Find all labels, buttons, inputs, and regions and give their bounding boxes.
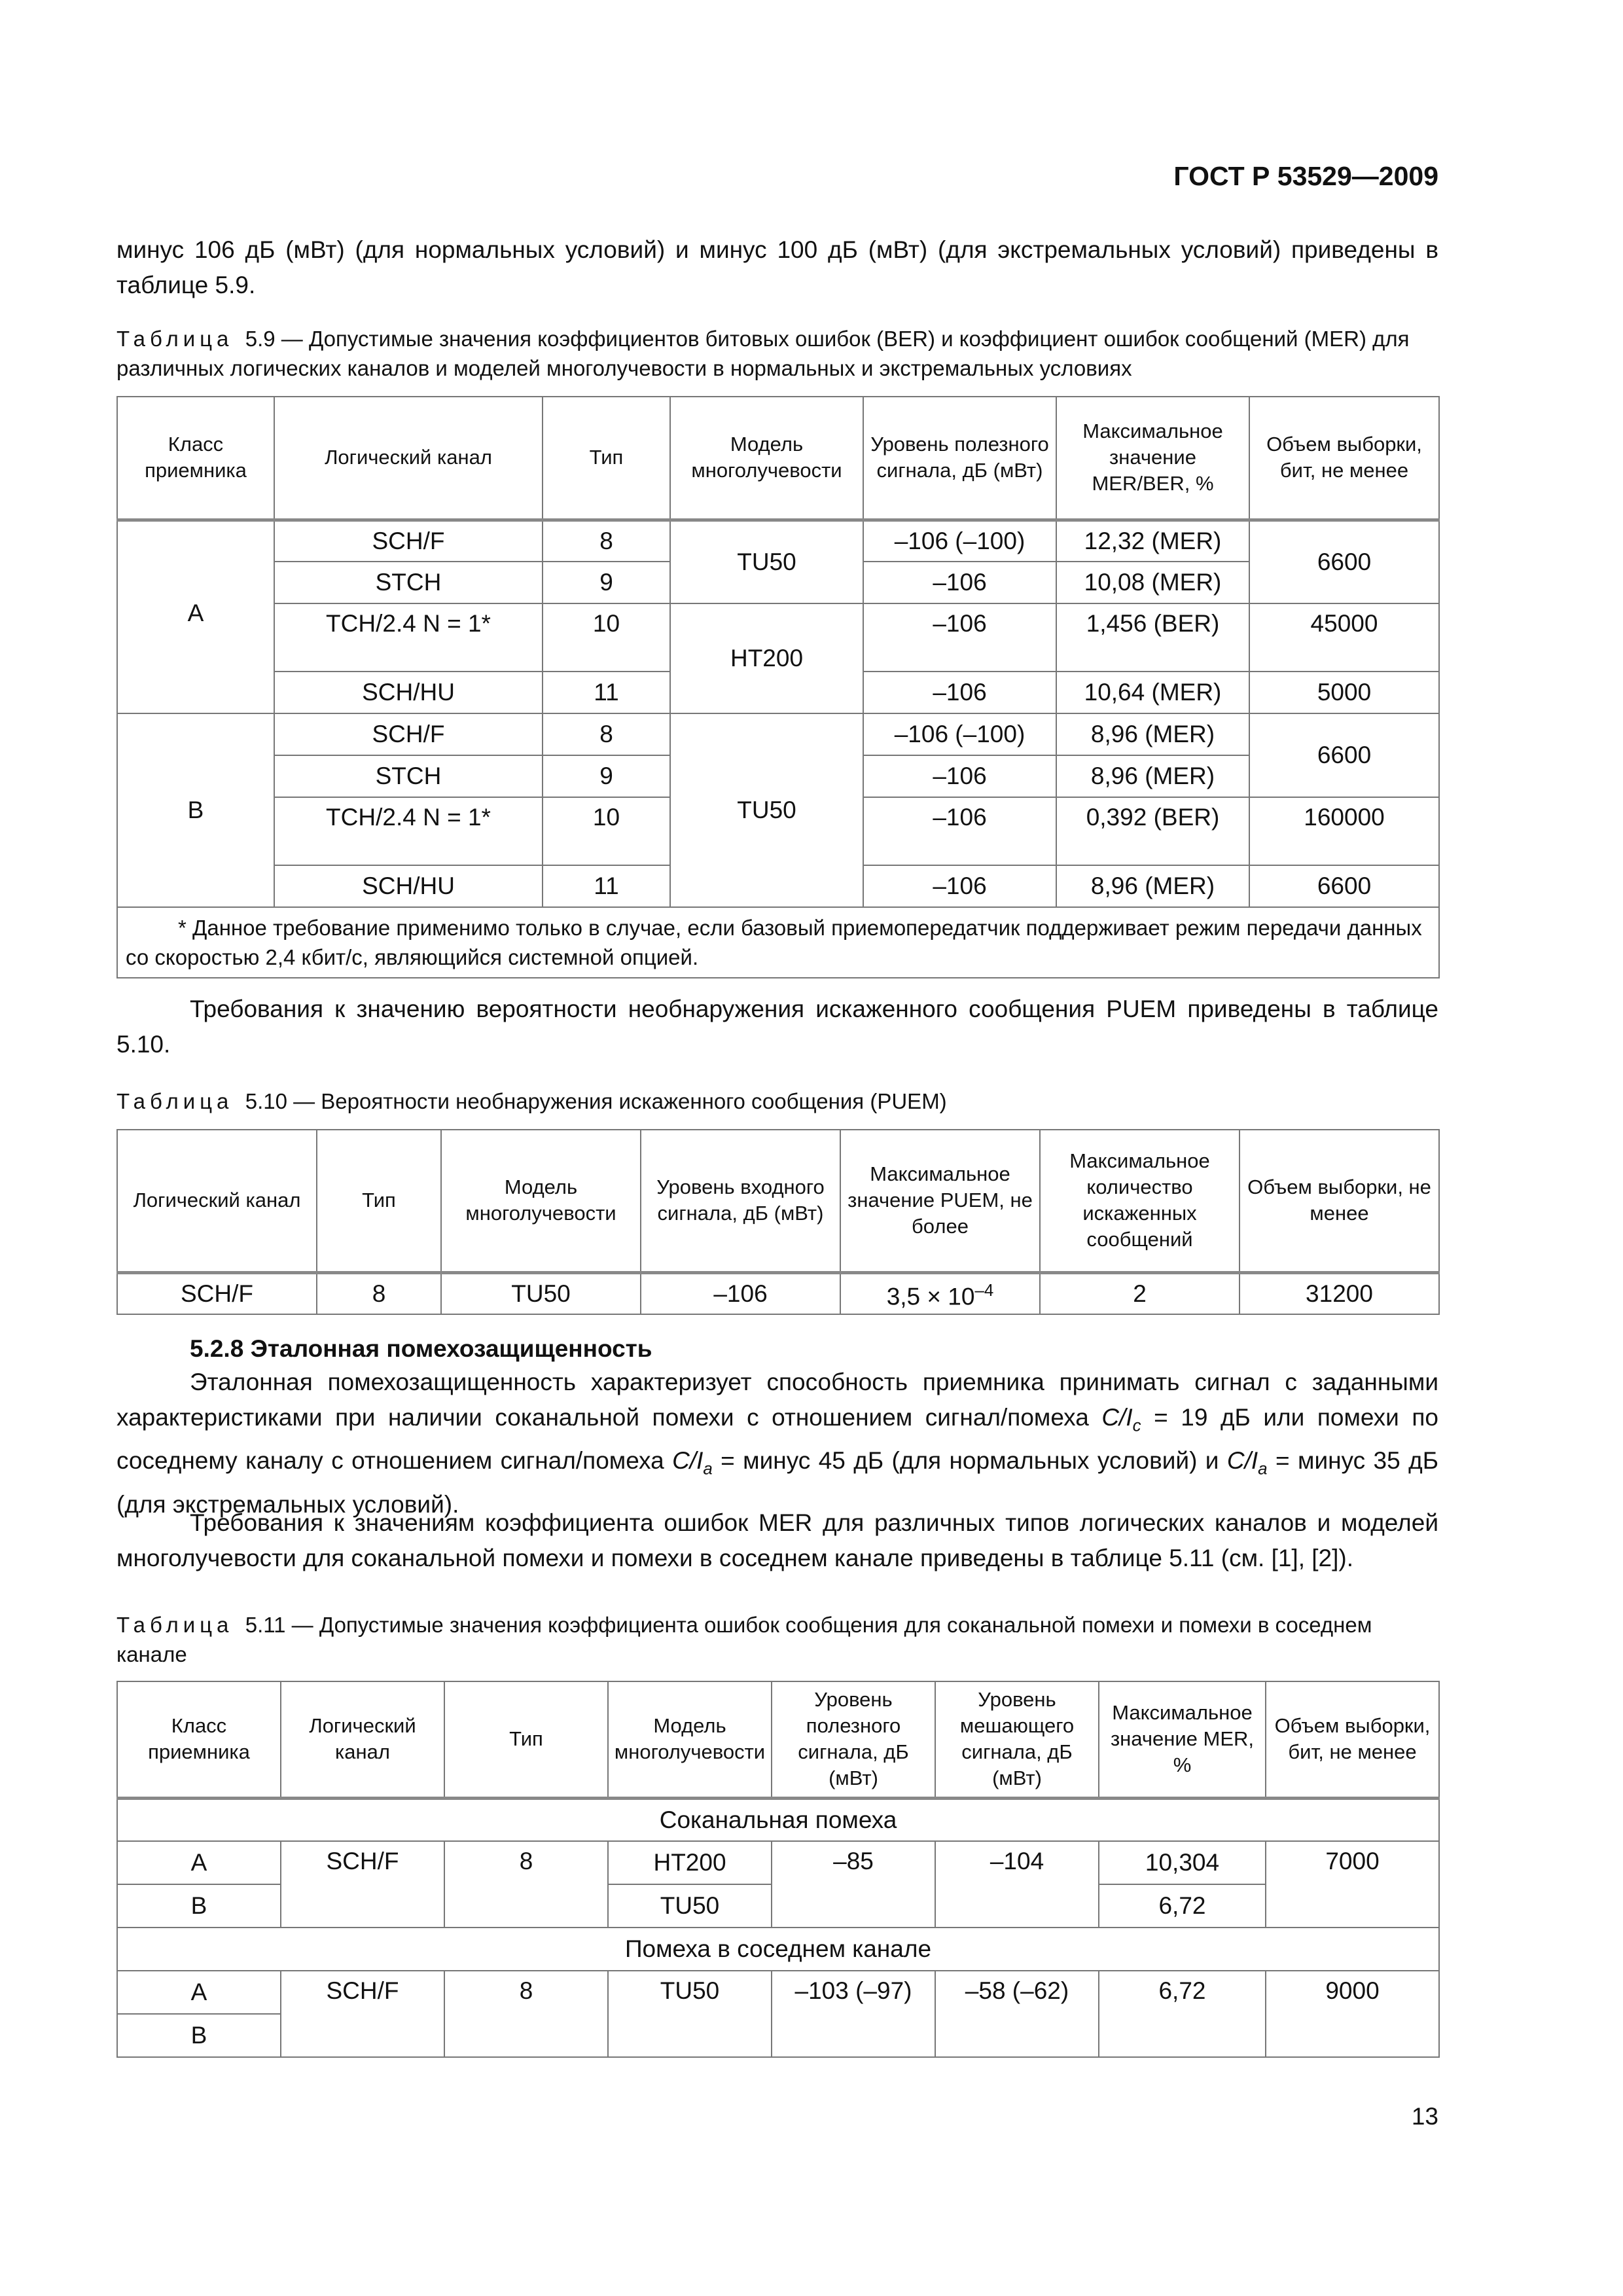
sample-cell: 6600 xyxy=(1249,713,1439,797)
table-5-10-caption xyxy=(116,1086,1438,1116)
count-cell: 2 xyxy=(1040,1272,1240,1314)
ratio-subscript: a xyxy=(703,1460,713,1479)
model-cell: TU50 xyxy=(608,1971,772,2057)
type-cell: 10 xyxy=(543,603,670,672)
ratio-ci xyxy=(1101,1404,1141,1435)
header-cell: Модель многолучевости xyxy=(441,1130,641,1272)
header-cell: Класс приемника xyxy=(117,397,274,520)
level-cell: –103 (–97) xyxy=(772,1971,935,2057)
header-cell: Уровень полезного сигнала, дБ (мВт) xyxy=(863,397,1056,520)
table-row xyxy=(117,713,1439,755)
table-footnote-row xyxy=(117,907,1439,978)
header-cell: Логический канал xyxy=(274,397,543,520)
header-cell: Модель многолучевости xyxy=(670,397,863,520)
ratio-symbol: C/I xyxy=(1226,1447,1258,1475)
page-number: 13 xyxy=(1411,2103,1438,2130)
puem-cell xyxy=(840,1272,1040,1314)
table-header-row xyxy=(117,1130,1439,1272)
text-run: Эталонная помехозащищенность характеризует способность приемника принимать сигнал с заданными характеристиками при наличии соканальной помехи с отношением сигнал/помеха xyxy=(116,1369,1438,1431)
channel-cell: TCH/2.4 N = 1* xyxy=(274,603,543,672)
channel-cell: SCH/F xyxy=(117,1272,317,1314)
max-cell: 8,96 (MER) xyxy=(1056,865,1249,907)
level-cell: –106 xyxy=(863,865,1056,907)
class-cell: B xyxy=(117,1884,281,1928)
table-row xyxy=(117,603,1439,672)
table-5-10 xyxy=(116,1129,1440,1315)
table-row xyxy=(117,1841,1439,1884)
max-cell: 1,456 (BER) xyxy=(1056,603,1249,672)
header-cell: Логический канал xyxy=(281,1681,444,1798)
caption-label: Таблица xyxy=(116,1613,234,1637)
table-row xyxy=(117,1971,1439,2014)
header-cell: Уровень полезного сигнала, дБ (мВт) xyxy=(772,1681,935,1798)
sample-cell: 9000 xyxy=(1266,1971,1439,2057)
table-row xyxy=(117,520,1439,562)
max-cell: 8,96 (MER) xyxy=(1056,755,1249,797)
header-cell: Объем выборки, бит, не менее xyxy=(1249,397,1439,520)
section-row xyxy=(117,1928,1439,1971)
model-cell: TU50 xyxy=(608,1884,772,1928)
text-run: = минус 45 дБ (для нормальных условий) и xyxy=(712,1447,1227,1475)
puem-paragraph: Требования к значению вероятности необнаружения искаженного сообщения PUEM приведены в таблице 5.10. xyxy=(116,996,1438,1058)
ratio-symbol: C/I xyxy=(1101,1404,1133,1431)
class-cell: A xyxy=(117,520,274,713)
text-run: = минус 35 дБ (для экстремальных условий). xyxy=(116,1447,1438,1518)
document-header: ГОСТ Р 53529—2009 xyxy=(1173,161,1438,191)
table-5-11 xyxy=(116,1681,1440,2058)
level-cell: –106 xyxy=(863,755,1056,797)
type-cell: 11 xyxy=(543,672,670,713)
sample-cell: 160000 xyxy=(1249,797,1439,865)
level-cell: –106 xyxy=(863,562,1056,603)
header-cell: Уровень входного сигнала, дБ (мВт) xyxy=(641,1130,840,1272)
ratio-subscript: c xyxy=(1132,1416,1141,1435)
type-cell: 9 xyxy=(543,755,670,797)
ratio-ca xyxy=(1226,1447,1268,1479)
channel-cell: TCH/2.4 N = 1* xyxy=(274,797,543,865)
table-footnote: * Данное требование применимо только в случае, если базовый приемопередатчик поддерживает режим передачи данных со скоростью 2,4 кбит/с, являющийся системной опцией. xyxy=(117,907,1439,978)
model-cell: TU50 xyxy=(441,1272,641,1314)
caption-text: 5.9 — Допустимые значения коэффициентов битовых ошибок (BER) и коэффициент ошибок сообщений (MER) для различных логических каналов и моделей многолучевости в нормальных и экстремальных условиях xyxy=(116,327,1410,380)
interference-cell: –104 xyxy=(935,1841,1099,1928)
max-cell: 10,08 (MER) xyxy=(1056,562,1249,603)
header-cell: Тип xyxy=(317,1130,441,1272)
class-cell: A xyxy=(117,1841,281,1884)
level-cell: –106 xyxy=(863,797,1056,865)
max-cell: 6,72 xyxy=(1099,1971,1266,2057)
table-header-row xyxy=(117,397,1439,520)
sample-cell: 6600 xyxy=(1249,865,1439,907)
section-row xyxy=(117,1798,1439,1841)
ratio-symbol: C/I xyxy=(672,1447,704,1475)
model-cell: TU50 xyxy=(670,713,863,907)
puem-exponent: –4 xyxy=(974,1282,994,1300)
channel-cell: SCH/HU xyxy=(274,672,543,713)
level-cell: –106 xyxy=(863,672,1056,713)
sample-cell: 5000 xyxy=(1249,672,1439,713)
table-5-9 xyxy=(116,396,1440,978)
level-cell: –106 (–100) xyxy=(863,713,1056,755)
max-cell: 6,72 xyxy=(1099,1884,1266,1928)
level-cell: –106 (–100) xyxy=(863,520,1056,562)
section-label: Помеха в соседнем канале xyxy=(117,1928,1439,1971)
table-row xyxy=(117,1272,1439,1314)
class-cell: A xyxy=(117,1971,281,2014)
header-cell: Максимальное значение MER, % xyxy=(1099,1681,1266,1798)
header-cell: Тип xyxy=(543,397,670,520)
max-cell: 10,64 (MER) xyxy=(1056,672,1249,713)
type-cell: 10 xyxy=(543,797,670,865)
max-cell: 10,304 xyxy=(1099,1841,1266,1884)
header-cell: Максимальное количество искаженных сообщений xyxy=(1040,1130,1240,1272)
sample-cell: 45000 xyxy=(1249,603,1439,672)
intro-paragraph: минус 106 дБ (мВт) (для нормальных условий) и минус 100 дБ (мВт) (для экстремальных условий) приведены в таблице 5.9. xyxy=(116,236,1438,298)
interference-cell: –58 (–62) xyxy=(935,1971,1099,2057)
section-title: 5.2.8 Эталонная помехозащищенность xyxy=(190,1335,652,1362)
level-cell: –85 xyxy=(772,1841,935,1928)
header-cell: Объем выборки, не менее xyxy=(1240,1130,1439,1272)
ratio-subscript: a xyxy=(1258,1460,1268,1479)
type-cell: 8 xyxy=(444,1841,608,1928)
type-cell: 9 xyxy=(543,562,670,603)
sample-cell: 6600 xyxy=(1249,520,1439,603)
caption-label: Таблица xyxy=(116,1089,234,1113)
section-label: Соканальная помеха xyxy=(117,1798,1439,1841)
model-cell: TU50 xyxy=(670,520,863,603)
text-run: = 19 дБ или помехи по соседнему каналу с отношением сигнал/помеха xyxy=(116,1404,1438,1475)
model-cell: HT200 xyxy=(670,603,863,713)
section-paragraph-1 xyxy=(116,1365,1438,1522)
type-cell: 8 xyxy=(317,1272,441,1314)
caption-text: 5.11 — Допустимые значения коэффициента ошибок сообщения для соканальной помехи и помехи в соседнем канале xyxy=(116,1613,1372,1666)
level-cell: –106 xyxy=(641,1272,840,1314)
section-paragraph-2: Требования к значениям коэффициента ошибок MER для различных типов логических каналов и моделей многолучевости для соканальной помехи и помехи в соседнем канале приведены в таблице 5.11 (см. [1], [2]). xyxy=(116,1509,1438,1571)
max-cell: 0,392 (BER) xyxy=(1056,797,1249,865)
ratio-ca xyxy=(672,1447,713,1479)
header-cell: Уровень мешающего сигнала, дБ (мВт) xyxy=(935,1681,1099,1798)
sample-cell: 31200 xyxy=(1240,1272,1439,1314)
caption-text: 5.10 — Вероятности необнаружения искаженного сообщения (PUEM) xyxy=(245,1089,947,1113)
header-cell: Объем выборки, бит, не менее xyxy=(1266,1681,1439,1798)
header-cell: Модель многолучевости xyxy=(608,1681,772,1798)
type-cell: 8 xyxy=(444,1971,608,2057)
model-cell: HT200 xyxy=(608,1841,772,1884)
channel-cell: SCH/F xyxy=(274,520,543,562)
table-5-11-caption xyxy=(116,1610,1438,1669)
type-cell: 11 xyxy=(543,865,670,907)
channel-cell: SCH/F xyxy=(274,713,543,755)
class-cell: B xyxy=(117,713,274,907)
header-cell: Максимальное значение PUEM, не более xyxy=(840,1130,1040,1272)
header-cell: Максимальное значение MER/BER, % xyxy=(1056,397,1249,520)
header-cell: Класс приемника xyxy=(117,1681,281,1798)
header-cell: Логический канал xyxy=(117,1130,317,1272)
channel-cell: SCH/HU xyxy=(274,865,543,907)
channel-cell: SCH/F xyxy=(281,1971,444,2057)
channel-cell: SCH/F xyxy=(281,1841,444,1928)
type-cell: 8 xyxy=(543,520,670,562)
channel-cell: STCH xyxy=(274,562,543,603)
header-cell: Тип xyxy=(444,1681,608,1798)
caption-label: Таблица xyxy=(116,327,234,351)
max-cell: 12,32 (MER) xyxy=(1056,520,1249,562)
channel-cell: STCH xyxy=(274,755,543,797)
puem-base: 3,5 × 10 xyxy=(886,1283,975,1310)
table-5-9-caption xyxy=(116,324,1438,383)
max-cell: 8,96 (MER) xyxy=(1056,713,1249,755)
level-cell: –106 xyxy=(863,603,1056,672)
table-header-row xyxy=(117,1681,1439,1798)
type-cell: 8 xyxy=(543,713,670,755)
sample-cell: 7000 xyxy=(1266,1841,1439,1928)
class-cell: B xyxy=(117,2014,281,2057)
